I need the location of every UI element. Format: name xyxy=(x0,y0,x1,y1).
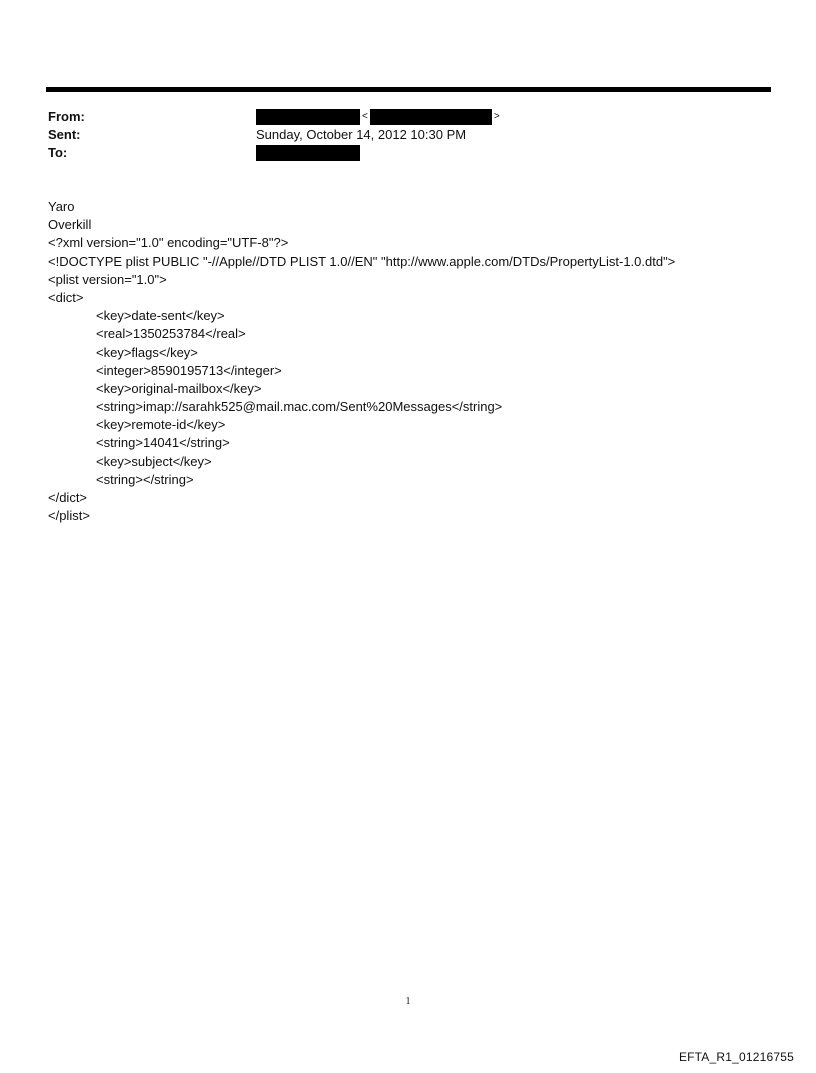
to-row xyxy=(48,144,748,162)
header-rule xyxy=(46,87,771,92)
from-row xyxy=(48,108,748,126)
from-open-bracket: < xyxy=(362,111,368,122)
body-line: <!DOCTYPE plist PUBLIC "-//Apple//DTD PLIST 1.0//EN" "http://www.apple.com/DTDs/PropertyList-1.0.dtd"> xyxy=(48,253,676,269)
body-line: <key>original-mailbox</key> xyxy=(96,380,262,396)
redaction-block xyxy=(256,145,360,161)
sent-value: Sunday, October 14, 2012 10:30 PM xyxy=(256,127,467,142)
body-line: <key>subject</key> xyxy=(96,453,212,469)
body-line: <key>remote-id</key> xyxy=(96,417,226,433)
redaction-block xyxy=(370,109,492,125)
from-label: From: xyxy=(48,109,85,124)
body-line: <real>1350253784</real> xyxy=(96,326,246,342)
body-line: <?xml version="1.0" encoding="UTF-8"?> xyxy=(48,235,289,251)
page-number: 1 xyxy=(405,996,411,1007)
from-close-bracket: > xyxy=(493,111,500,122)
body-line: <string>14041</string> xyxy=(96,435,230,451)
body-line: <string>imap://sarahk525@mail.mac.com/Sent%20Messages</string> xyxy=(96,399,503,415)
body-line: <string></string> xyxy=(96,471,194,487)
body-line: </dict> xyxy=(48,490,88,505)
body-line: Yaro xyxy=(48,199,75,214)
email-body xyxy=(48,198,788,525)
body-line: Overkill xyxy=(48,217,92,233)
body-line: </plist> xyxy=(48,508,90,524)
to-value xyxy=(256,144,360,162)
email-header xyxy=(48,108,748,162)
to-label: To: xyxy=(48,145,68,160)
body-line: <plist version="1.0"> xyxy=(48,271,167,287)
bates-number: EFTA_R1_01216755 xyxy=(678,1050,794,1064)
body-line: <dict> xyxy=(48,289,84,305)
body-line: <key>date-sent</key> xyxy=(96,308,225,324)
redaction-block xyxy=(256,109,360,125)
from-value xyxy=(256,108,502,126)
body-line: <key>flags</key> xyxy=(96,344,198,360)
sent-label: Sent: xyxy=(48,127,81,142)
sent-row xyxy=(48,126,748,144)
body-line: <integer>8590195713</integer> xyxy=(96,362,282,378)
